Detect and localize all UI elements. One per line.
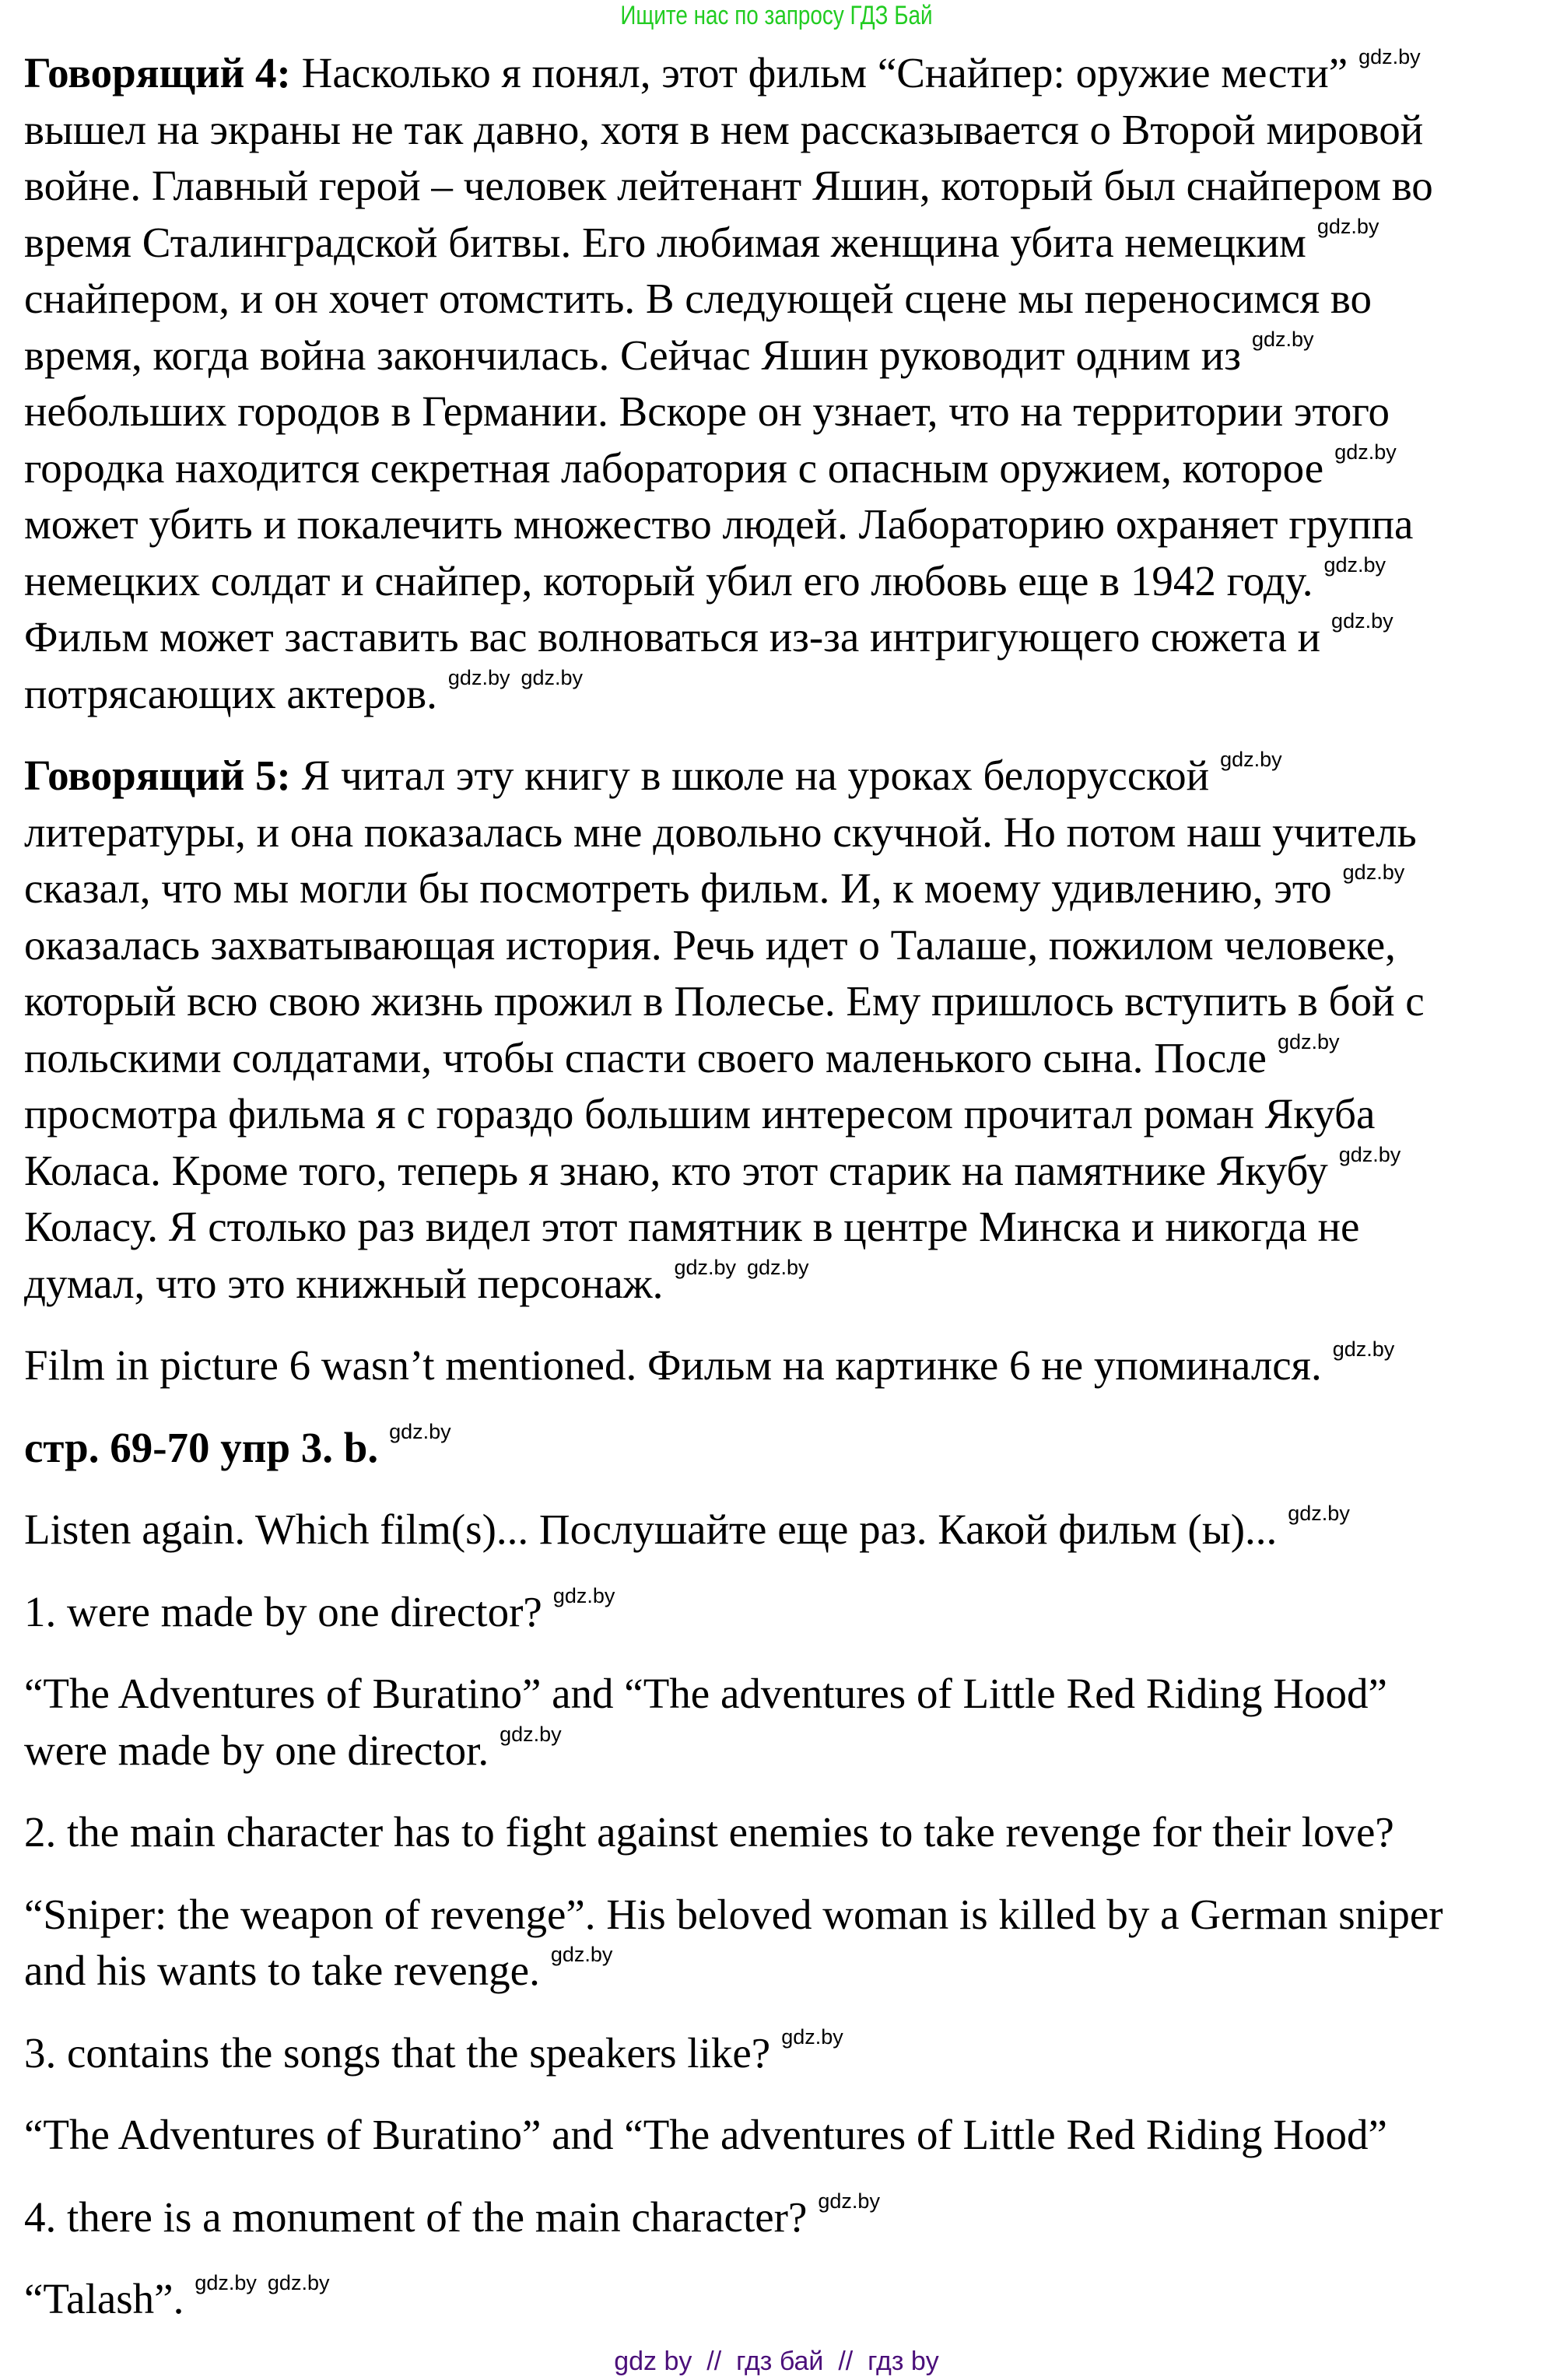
text-line: Я читал эту книгу в школе на уроках белорусской: [290, 752, 1210, 799]
text-line: сказал, что мы могли бы посмотреть фильм. И, к моему удивлению, это: [24, 864, 1332, 912]
watermark: gdz.by: [1332, 1337, 1395, 1361]
speaker-5-paragraph: [24, 748, 1549, 1312]
header-banner: Ищите нас по запросу ГДЗ Бай: [620, 1, 933, 30]
watermark: gdz.by: [1251, 327, 1314, 351]
watermark: gdz.by: [500, 1722, 562, 1746]
text-line: снайпером, и он хочет отомстить. В следующей сцене мы переносимся во: [24, 275, 1372, 322]
footer-links: gdz by // гдз бай // гдз by: [614, 2347, 939, 2376]
instruction: Listen again. Which film(s)... Послушайте еще раз. Какой фильм (ы)...: [24, 1505, 1278, 1553]
watermark: gdz.by: [747, 1255, 809, 1279]
text-line-row: [24, 748, 1549, 804]
answer-3-row: [24, 2107, 1549, 2164]
text-line-row: [24, 328, 1549, 384]
question-1: 1. were made by one director?: [24, 1587, 542, 1635]
text-line: оказалась захватывающая история. Речь идет о Талаше, пожилом человеке,: [24, 920, 1396, 969]
watermark: gdz.by: [1288, 1502, 1350, 1525]
watermark: gdz.by: [1277, 1029, 1340, 1053]
watermark: gdz.by: [1342, 861, 1405, 884]
watermark: gdz.by: [267, 2271, 330, 2294]
watermark: gdz.by: [1338, 1142, 1401, 1166]
text-line: Фильм может заставить вас волноваться из-за интригующего сюжета и: [24, 613, 1321, 661]
instruction-row: [24, 1502, 1549, 1558]
text-line-row: [24, 973, 1549, 1030]
text-line-row: [24, 1887, 1549, 1944]
answer-4: “Talash”.: [24, 2275, 184, 2322]
text-line-row: [24, 1030, 1549, 1087]
watermark: gdz.by: [781, 2024, 843, 2049]
text-line-row: [24, 384, 1549, 440]
watermark: gdz.by: [195, 2271, 257, 2294]
watermark: gdz.by: [447, 665, 510, 689]
text-line: Коласу. Я столько раз видел этот памятник в центре Минска и никогда не: [24, 1203, 1360, 1250]
text-line: and his wants to take revenge.: [24, 1947, 540, 1994]
answer-1: [24, 1666, 1549, 1779]
watermark: gdz.by: [1331, 609, 1393, 633]
watermark: gdz.by: [674, 1255, 736, 1279]
text-line: который всю свою жизнь прожил в Полесье. Ему пришлось вступить в бой с: [24, 977, 1425, 1025]
text-line-row: [24, 609, 1549, 666]
text-line-row: [24, 1086, 1549, 1143]
speaker-label: Говорящий 4:: [24, 49, 291, 96]
text-line: думал, что это книжный персонаж.: [24, 1259, 664, 1307]
text-line-row: [24, 158, 1549, 215]
speaker-4-paragraph: [24, 45, 1549, 722]
watermark: gdz.by: [550, 1943, 613, 1966]
question-3-row: [24, 2025, 1549, 2082]
text-line-row: [24, 553, 1549, 610]
text-line: время, когда война закончилась. Сейчас Яшин руководит одним из: [24, 331, 1241, 379]
text-line: “Sniper: the weapon of revenge”. His beloved woman is killed by a German sniper: [24, 1890, 1443, 1938]
watermark: gdz.by: [1323, 552, 1386, 577]
text-line: может убить и покалечить множество людей. Лабораторию охраняет группа: [24, 500, 1414, 548]
text-line: небольших городов в Германии. Вскоре он узнает, что на территории этого: [24, 387, 1390, 435]
text-line-row: [24, 1143, 1549, 1200]
speaker-label: Говорящий 5:: [24, 752, 291, 799]
text-line: просмотра фильма я с гораздо большим интересом прочитал роман Якуба: [24, 1090, 1376, 1137]
text-line-row: [24, 271, 1549, 328]
text-line-row: [24, 804, 1549, 861]
text-line-row: [24, 1943, 1549, 2000]
text-line: немецких солдат и снайпер, который убил его любовь еще в 1942 году.: [24, 556, 1313, 605]
text-line: литературы, и она показалась мне довольно скучной. Но потом наш учитель: [24, 808, 1417, 856]
answer-2: [24, 1887, 1549, 2000]
text-line-row: [24, 496, 1549, 553]
text-line: “The Adventures of Buratino” and “The adventures of Little Red Riding Hood”: [24, 1670, 1387, 1717]
watermark: gdz.by: [818, 2189, 880, 2213]
text-line-row: [24, 1666, 1549, 1723]
question-4: 4. there is a monument of the main character?: [24, 2192, 808, 2241]
text-line: вышел на экраны не так давно, хотя в нем рассказывается о Второй мировой: [24, 105, 1424, 153]
watermark: gdz.by: [521, 665, 584, 689]
film-6-row: [24, 1337, 1549, 1394]
watermark: gdz.by: [1358, 45, 1421, 68]
text-line: войне. Главный герой – человек лейтенант Яшин, который был снайпером во: [24, 162, 1433, 209]
text-line-row: [24, 215, 1549, 272]
text-line-row: [24, 102, 1549, 159]
text-line-row: [24, 1723, 1549, 1779]
watermark: gdz.by: [1220, 748, 1282, 771]
exercise-heading-text: стр. 69-70 упр 3. b.: [24, 1423, 379, 1471]
film-6-note: Film in picture 6 wasn’t mentioned. Фильм на картинке 6 не упоминался.: [24, 1341, 1322, 1389]
text-line-row: [24, 1199, 1549, 1256]
text-line: польскими солдатами, чтобы спасти своего маленького сына. После: [24, 1033, 1267, 1081]
watermark: gdz.by: [1334, 440, 1397, 464]
text-line: городка находится секретная лаборатория с опасным оружием, которое: [24, 443, 1324, 492]
answer-3: “The Adventures of Buratino” and “The adventures of Little Red Riding Hood”: [24, 2111, 1387, 2158]
text-line: потрясающих актеров.: [24, 669, 437, 717]
exercise-heading: [24, 1420, 1549, 1477]
text-line-row: [24, 666, 1549, 723]
question-2: 2. the main character has to fight against enemies to take revenge for their love?: [24, 1808, 1394, 1856]
text-line-row: [24, 917, 1549, 974]
question-2-row: [24, 1804, 1549, 1861]
question-3: 3. contains the songs that the speakers like?: [24, 2028, 771, 2077]
watermark: gdz.by: [552, 1583, 615, 1607]
text-line: время Сталинградской битвы. Его любимая женщина убита немецким: [24, 218, 1306, 266]
text-line-row: [24, 861, 1549, 917]
text-line: Насколько я понял, этот фильм “Снайпер: оружие мести”: [290, 49, 1348, 96]
watermark: gdz.by: [1316, 214, 1379, 238]
text-line: were made by one director.: [24, 1726, 489, 1774]
answer-4-row: [24, 2271, 1549, 2328]
watermark: gdz.by: [389, 1419, 451, 1443]
question-1-row: [24, 1584, 1549, 1641]
text-line: Коласа. Кроме того, теперь я знаю, кто этот старик на памятнике Якубу: [24, 1146, 1328, 1194]
text-line-row: [24, 45, 1549, 102]
text-line-row: [24, 1256, 1549, 1313]
question-4-row: [24, 2189, 1549, 2246]
text-line-row: [24, 440, 1549, 497]
document-body: [24, 45, 1549, 2354]
